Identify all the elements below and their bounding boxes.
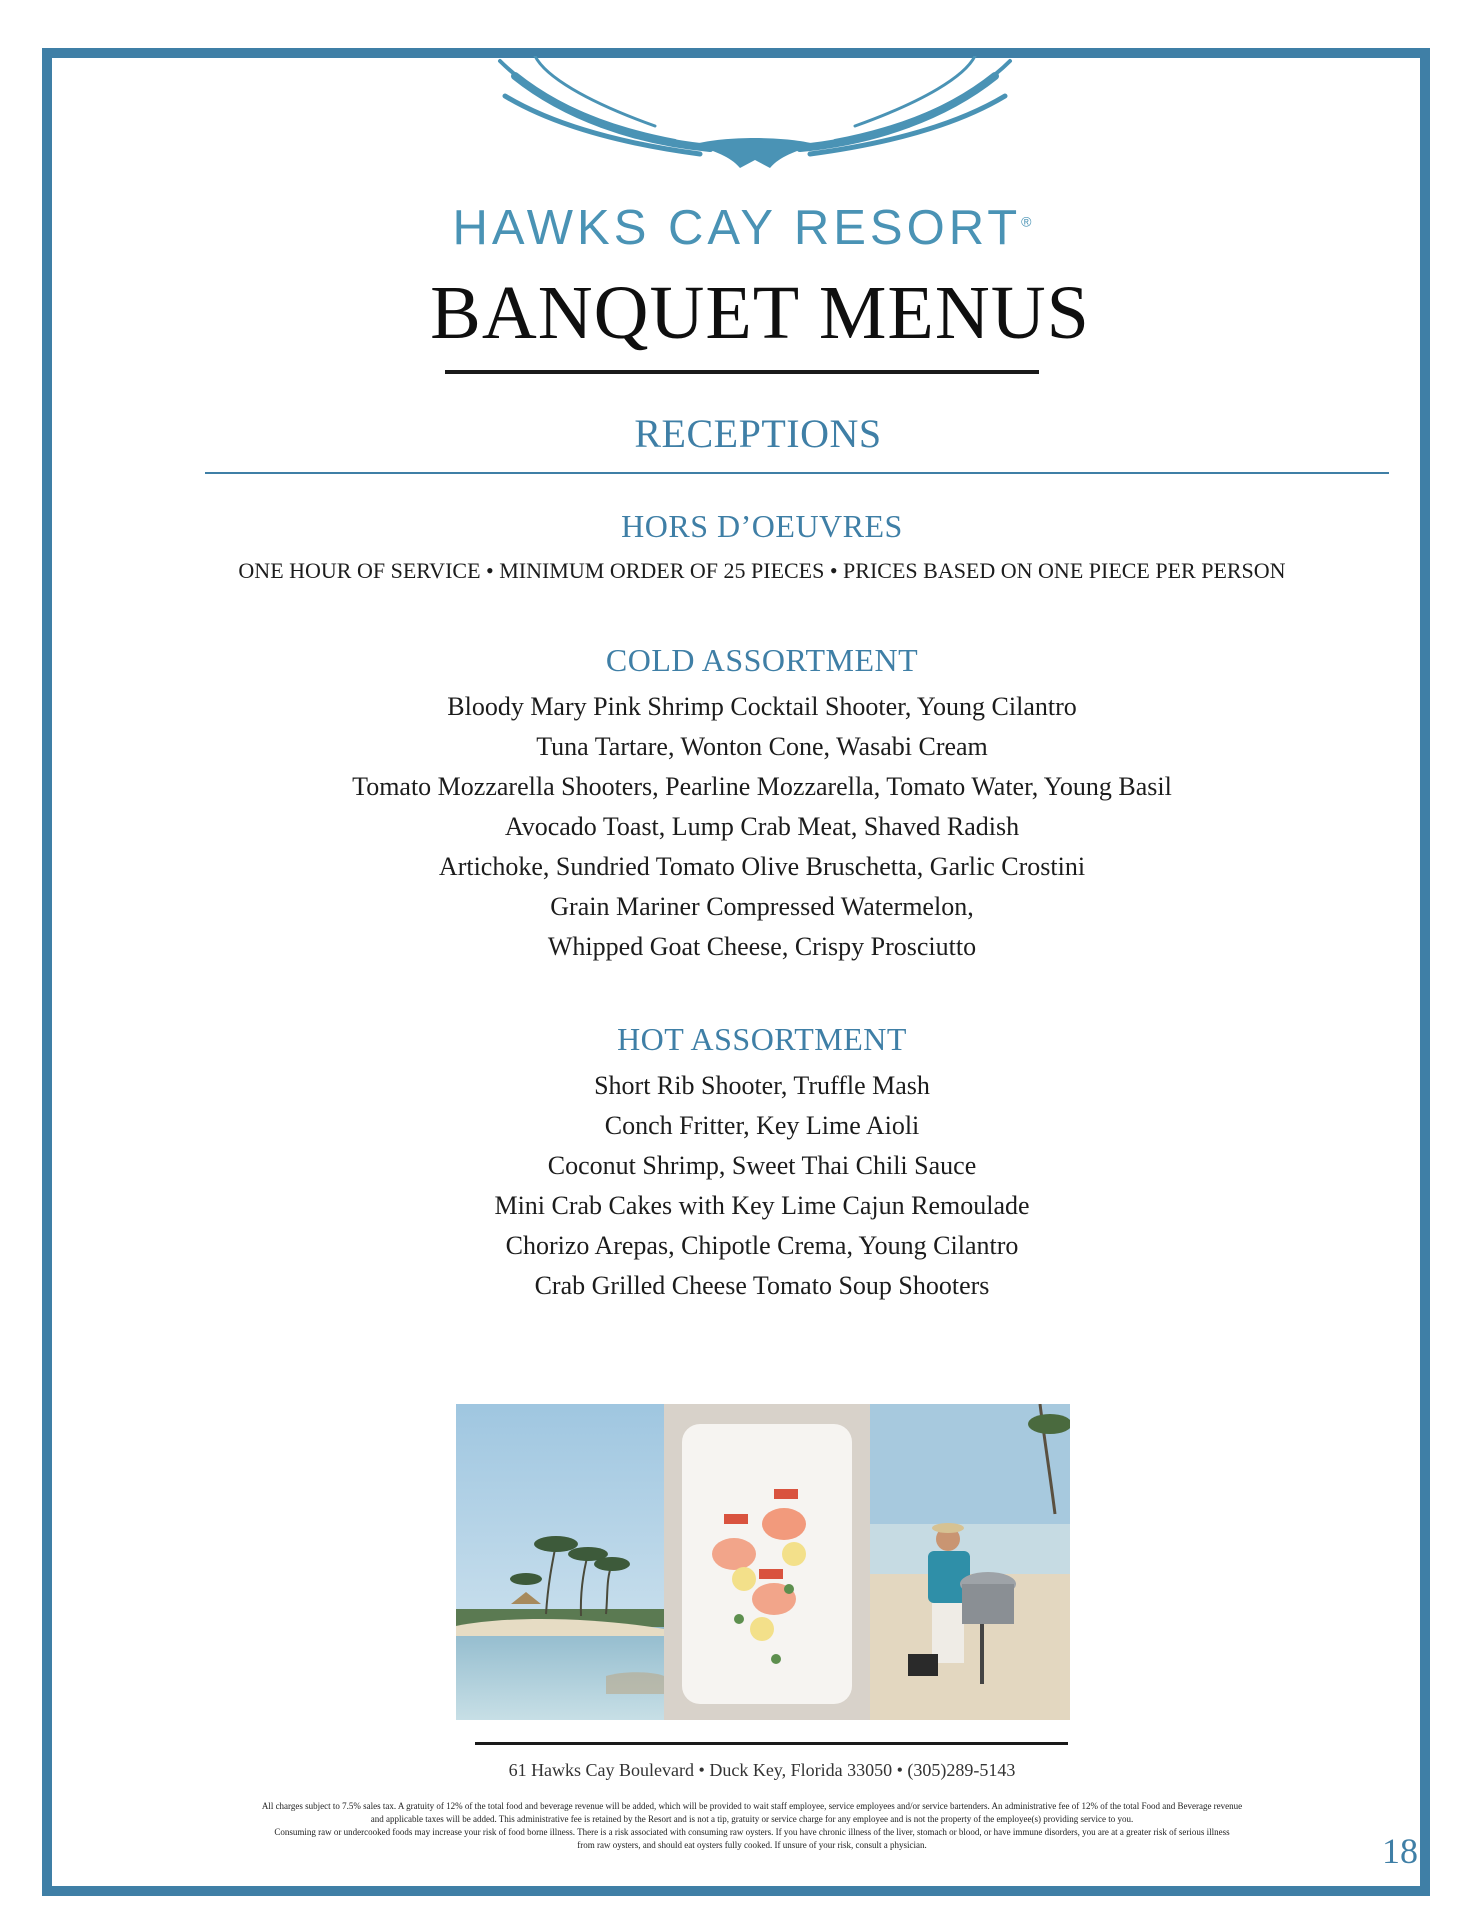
menu-item: Tuna Tartare, Wonton Cone, Wasabi Cream	[536, 732, 988, 761]
footer-divider	[475, 1742, 1068, 1745]
resort-address: 61 Hawks Cay Boulevard • Duck Key, Florida 33050 • (305)289-5143	[508, 1760, 1016, 1780]
menu-item: Crab Grilled Cheese Tomato Soup Shooters	[534, 1271, 990, 1300]
section-divider	[205, 472, 1389, 474]
hot-assortment-list	[0, 1066, 1484, 1306]
registered-mark: ®	[1021, 213, 1032, 230]
service-note: ONE HOUR OF SERVICE • MINIMUM ORDER OF 25 PIECES • PRICES BASED ON ONE PIECE PER PERSON	[238, 558, 1286, 583]
hot-assortment-heading: HOT ASSORTMENT	[617, 1021, 907, 1057]
menu-item: Mini Crab Cakes with Key Lime Cajun Remoulade	[494, 1191, 1030, 1220]
cold-assortment-heading: COLD ASSORTMENT	[605, 642, 919, 678]
legal-line: from raw oysters, and should eat oysters fully cooked. If unsure of your risk, consult a physician.	[577, 1840, 927, 1850]
page-number: 18	[1382, 1831, 1418, 1871]
menu-item: Bloody Mary Pink Shrimp Cocktail Shooter, Young Cilantro	[447, 692, 1077, 721]
menu-item: Coconut Shrimp, Sweet Thai Chili Sauce	[547, 1151, 977, 1180]
menu-item: Chorizo Arepas, Chipotle Crema, Young Cilantro	[505, 1231, 1019, 1260]
legal-line: All charges subject to 7.5% sales tax. A gratuity of 12% of the total food and beverage revenue will be added, which will be provided to wait staff employee, service employees and/or service bartenders. An administrative fee of 12% of the total Food and Beverage revenue	[261, 1801, 1243, 1811]
menu-item: Conch Fritter, Key Lime Aioli	[604, 1111, 920, 1140]
page-title: BANQUET MENUS	[430, 271, 1090, 355]
steel-drum-musician-photo	[870, 1404, 1070, 1720]
menu-item: Avocado Toast, Lump Crab Meat, Shaved Radish	[504, 812, 1020, 841]
brand-text: HAWKS CAY RESORT	[452, 201, 1022, 255]
section-heading: RECEPTIONS	[634, 411, 882, 456]
cold-assortment-list	[0, 687, 1484, 967]
menu-item: Artichoke, Sundried Tomato Olive Bruschetta, Garlic Crostini	[438, 852, 1086, 881]
hawk-logo-icon	[495, 56, 1015, 171]
menu-item: Grain Mariner Compressed Watermelon,	[550, 892, 974, 921]
beach-palms-photo	[456, 1404, 664, 1720]
subsection-heading: HORS D’OEUVRES	[621, 508, 903, 544]
title-divider	[445, 370, 1039, 374]
shrimp-cocktail-photo	[664, 1404, 870, 1720]
menu-item: Whipped Goat Cheese, Crispy Prosciutto	[547, 932, 977, 961]
brand-name	[0, 200, 1484, 256]
legal-line: Consuming raw or undercooked foods may increase your risk of food borne illness. There is a risk associated with consuming raw oysters. If you have chronic illness of the liver, stomach or blood, or have immune disorders, you are at a greater risk of serious illness	[274, 1827, 1230, 1837]
legal-line: and applicable taxes will be added. This administrative fee is retained by the Resort and is not a tip, gratuity or service charge for any employee and is not the property of the employee(s) providing service to you.	[370, 1814, 1134, 1824]
menu-item: Short Rib Shooter, Truffle Mash	[594, 1071, 930, 1100]
menu-item: Tomato Mozzarella Shooters, Pearline Mozzarella, Tomato Water, Young Basil	[352, 772, 1172, 801]
photo-strip	[456, 1404, 1070, 1720]
